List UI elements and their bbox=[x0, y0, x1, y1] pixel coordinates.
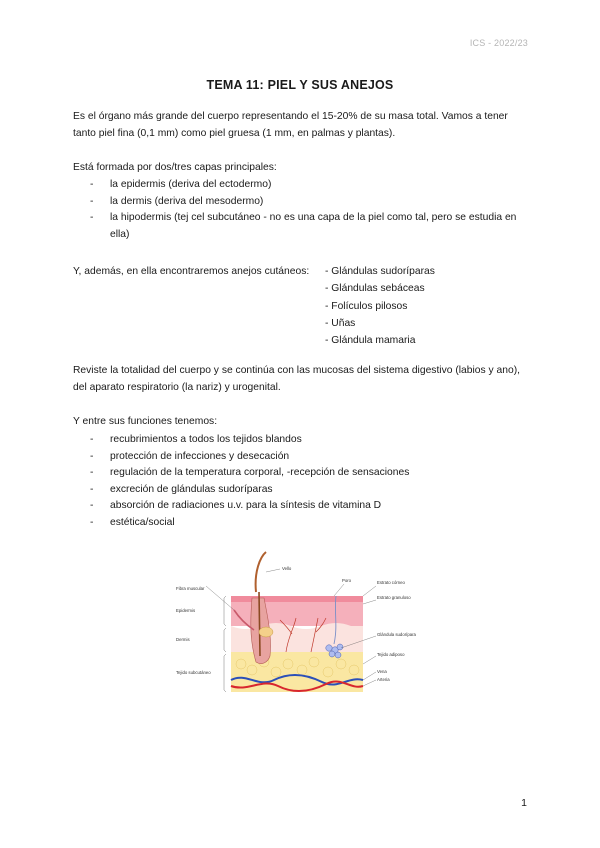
list-item: - la epidermis (deriva del ectodermo) bbox=[73, 177, 533, 194]
list-item: - protección de infecciones y desecación bbox=[73, 449, 533, 466]
label-epidermis: Epidermis bbox=[176, 608, 196, 613]
label-dermis: Dermis bbox=[176, 637, 190, 642]
functions-list bbox=[73, 432, 533, 531]
layers-list bbox=[73, 177, 533, 243]
page-title: TEMA 11: PIEL Y SUS ANEJOS bbox=[206, 78, 394, 92]
label-vello: Vello bbox=[282, 566, 292, 571]
label-poro: Poro bbox=[342, 578, 352, 583]
label-estrato-corneo: Estrato córneo bbox=[377, 580, 405, 585]
list-item: - excreción de glándulas sudoríparas bbox=[73, 482, 533, 499]
functions-intro: Y entre sus funciones tenemos: bbox=[73, 416, 218, 427]
intro-paragraph: Es el órgano más grande del cuerpo representando el 15-20% de su masa total. Vamos a tener tanto piel fina (0,1 mm) como piel gruesa (1 mm, en palmas y plantas). bbox=[73, 111, 508, 139]
label-tejido-subcutaneo: Tejido subcutáneo bbox=[176, 670, 211, 675]
hair-shaft bbox=[256, 552, 266, 592]
list-item: - Glándula mamaria bbox=[325, 335, 416, 347]
sebaceous-gland bbox=[259, 627, 273, 637]
list-item: - Glándulas sebáceas bbox=[325, 283, 425, 295]
label-arteria: Arteria bbox=[377, 677, 390, 682]
list-item: - Glándulas sudoríparas bbox=[325, 266, 435, 277]
anejos-lead: Y, además, en ella encontraremos anejos cutáneos: bbox=[73, 266, 310, 277]
layer-brackets bbox=[224, 596, 226, 692]
revist-paragraph: Reviste la totalidad del cuerpo y se continúa con las mucosas del sistema digestivo (labios y ano), del aparato respiratorio (la nariz) y urogenital. bbox=[73, 365, 521, 393]
skin-diagram bbox=[176, 552, 416, 702]
layers-intro: Está formada por dos/tres capas principales: bbox=[73, 162, 277, 173]
list-item: - regulación de la temperatura corporal, -recepción de sensaciones bbox=[73, 465, 533, 482]
list-item: - absorción de radiaciones u.v. para la síntesis de vitamina D bbox=[73, 498, 533, 515]
list-item: - la hipodermis (tej cel subcutáneo - no es una capa de la piel como tal, pero se estudia en ella) bbox=[73, 210, 533, 243]
label-fibra-muscular: Fibra muscular bbox=[176, 586, 205, 591]
list-item: - la dermis (deriva del mesodermo) bbox=[73, 194, 533, 211]
anejos-list bbox=[325, 263, 435, 349]
stratum-corneum bbox=[231, 596, 363, 602]
page-number: 1 bbox=[521, 797, 527, 809]
hair-root bbox=[259, 592, 260, 656]
label-vena: Vena bbox=[377, 669, 387, 674]
header-course-label: ICS - 2022/23 bbox=[469, 38, 528, 48]
label-glandula-sudoripara: Glándula sudorípara bbox=[377, 632, 416, 637]
list-item: - Folículos pilosos bbox=[325, 300, 408, 312]
label-estrato-granuloso: Estrato granuloso bbox=[377, 595, 411, 600]
label-tejido-adiposo: Tejido adiposo bbox=[377, 652, 405, 657]
list-item: - Uñas bbox=[325, 317, 356, 329]
list-item: - recubrimientos a todos los tejidos blandos bbox=[73, 432, 533, 449]
list-item: - estética/social bbox=[73, 515, 533, 532]
